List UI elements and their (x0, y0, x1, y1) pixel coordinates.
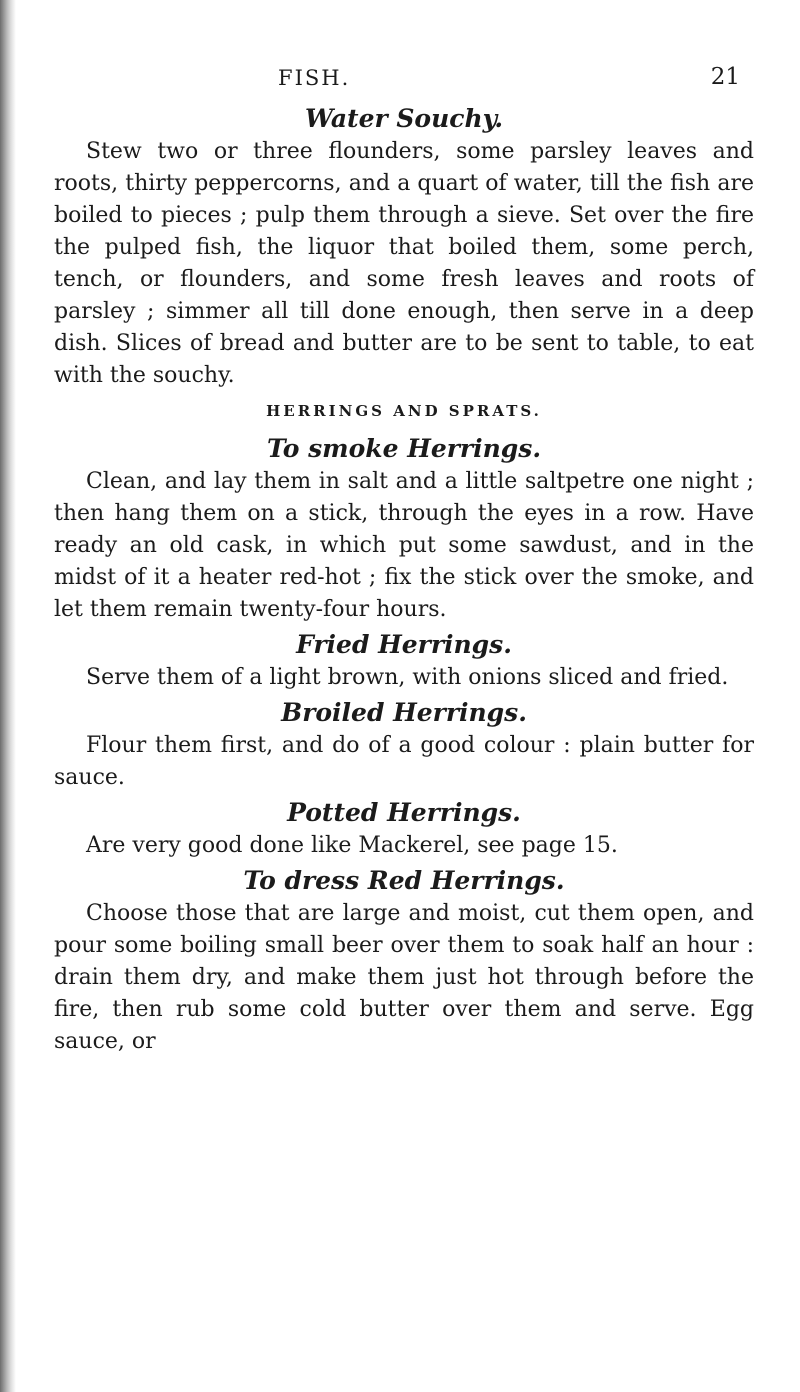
recipe-body-to-dress-red-herrings: Choose those that are large and moist, cut them open, and pour some boiling small beer over them to soak half an hour : drain them dry, and make them just hot through before the fire, then rub some cold butter over them and serve. Egg sauce, or (54, 901, 754, 1054)
recipe-title-to-smoke-herrings: To smoke Herrings. (266, 434, 542, 463)
page-number: 21 (710, 64, 740, 90)
recipe-body-to-smoke-herrings: Clean, and lay them in salt and a little saltpetre one night ; then hang them on a stick, through the eyes in a row. Have ready an old cask, in which put some sawdust, and in the midst of it a heater red-hot ; fix the stick over the smoke, and let them remain twenty-four hours. (54, 469, 754, 622)
running-title: FISH. (278, 66, 351, 90)
recipe-title-to-dress-red-herrings: To dress Red Herrings. (243, 866, 565, 895)
running-head (54, 66, 754, 96)
recipe-body-broiled-herrings: Flour them first, and do of a good colour : plain butter for sauce. (54, 733, 754, 790)
recipe-body-potted-herrings: Are very good done like Mackerel, see page 15. (86, 833, 618, 858)
recipe-title-potted-herrings: Potted Herrings. (287, 798, 521, 827)
recipe-body-fried-herrings: Serve them of a light brown, with onions sliced and fried. (86, 665, 729, 690)
section-title-herrings-and-sprats: HERRINGS AND SPRATS. (266, 402, 542, 420)
recipe-body-water-souchy: Stew two or three flounders, some parsley leaves and roots, thirty peppercorns, and a quart of water, till the fish are boiled to pieces ; pulp them through a sieve. Set over the fire the pulped fish, the liquor that boiled them, some perch, tench, or flounders, and some fresh leaves and roots of parsley ; simmer all till done enough, then serve in a deep dish. Slices of bread and butter are to be sent to table, to eat with the souchy. (54, 139, 754, 388)
recipe-title-water-souchy: Water Souchy. (304, 104, 504, 133)
recipe-title-broiled-herrings: Broiled Herrings. (281, 698, 527, 727)
page-content (54, 102, 754, 1058)
binding-gutter-shadow (0, 0, 16, 1392)
recipe-title-fried-herrings: Fried Herrings. (296, 630, 512, 659)
